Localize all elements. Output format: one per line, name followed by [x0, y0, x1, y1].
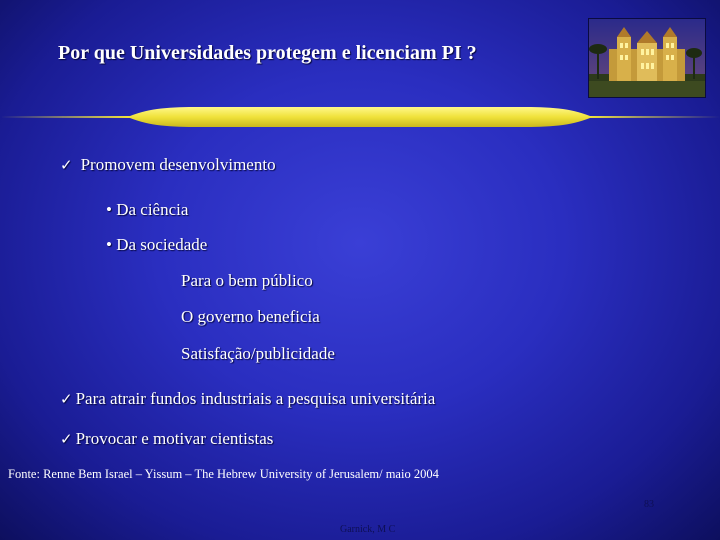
bullet-promovem — [60, 155, 276, 175]
bullet-provocar — [60, 429, 273, 449]
sub-sub-item-governo: O governo beneficia — [181, 307, 320, 326]
bullet-atrair-fundos — [60, 389, 435, 409]
sub-sub-item-satisfacao: Satisfação/publicidade — [181, 344, 335, 363]
page-number: 83 — [644, 499, 654, 510]
bullet-text: Para atrair fundos industriais a pesquisa universitária — [75, 389, 436, 408]
footer-author: Garnick, M C — [340, 524, 396, 535]
source-citation: Fonte: Renne Bem Israel – Yissum – The Hebrew University of Jerusalem/ maio 2004 — [8, 467, 439, 481]
sub-sub-item-bem-publico: Para o bem público — [181, 271, 313, 290]
check-icon: ✓ — [60, 390, 73, 408]
yellow-divider-rule — [0, 104, 720, 130]
sub-bullet-ciencia: • Da ciência — [106, 200, 189, 219]
check-icon: ✓ — [60, 430, 73, 448]
bullet-text: Provocar e motivar cientistas — [75, 429, 274, 448]
check-icon: ✓ — [60, 156, 73, 174]
sub-bullet-sociedade: • Da sociedade — [106, 235, 208, 254]
bullet-text: Promovem desenvolvimento — [80, 155, 276, 174]
slide-title: Por que Universidades protegem e licenciam PI ? — [58, 42, 477, 64]
university-building-photo — [588, 18, 706, 98]
